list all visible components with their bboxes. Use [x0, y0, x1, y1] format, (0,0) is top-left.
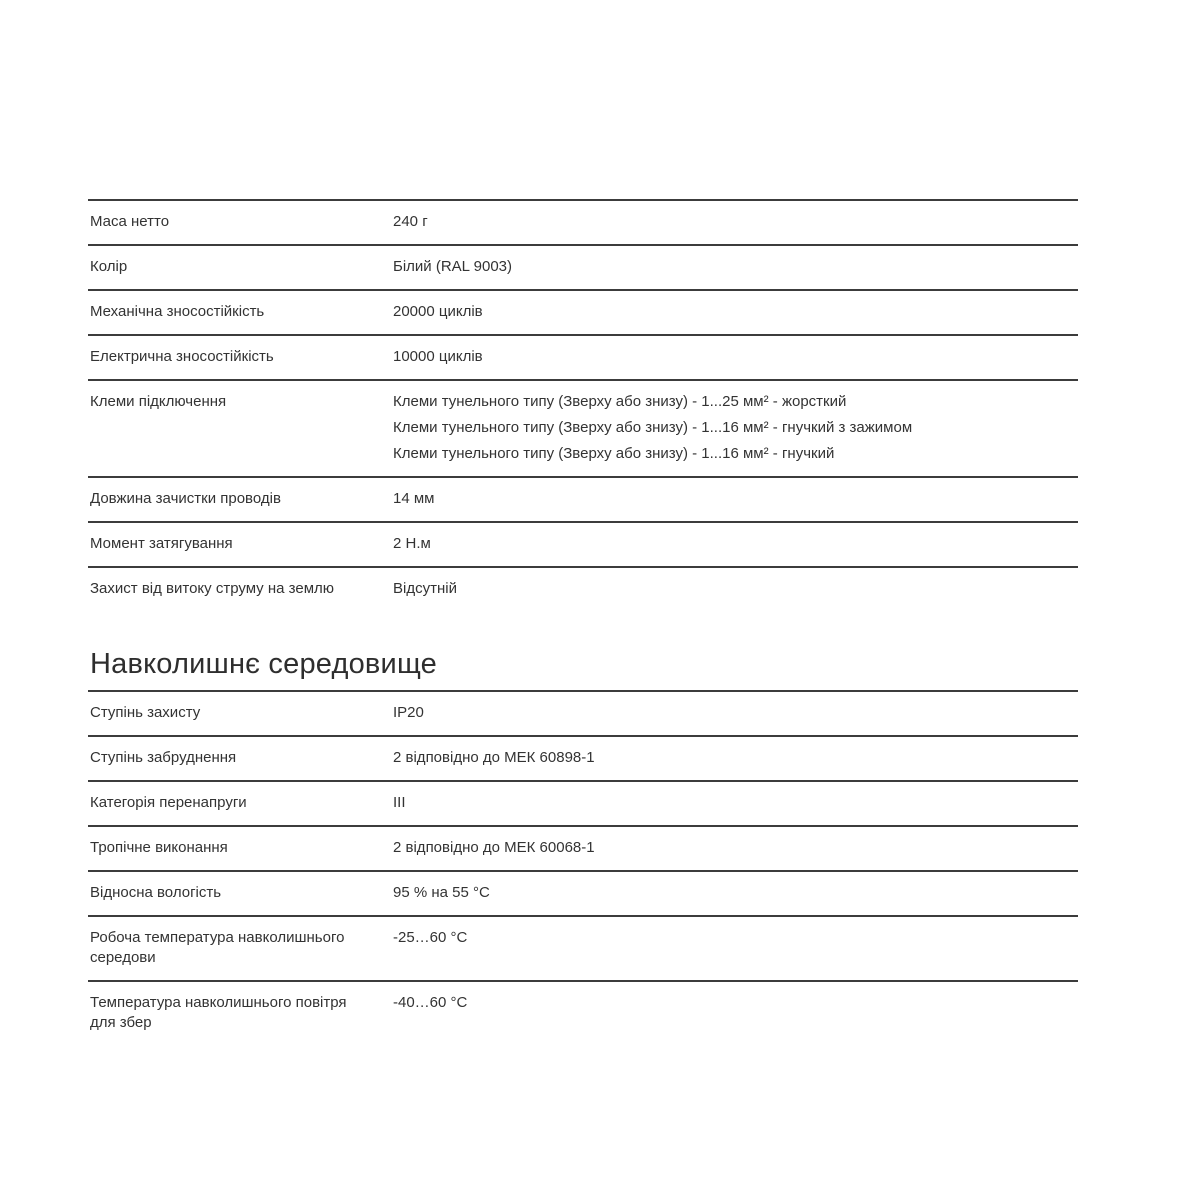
environment-section-heading: Навколишнє середовище	[90, 648, 438, 680]
spec-label: Категорія перенапруги	[90, 794, 247, 811]
spec-value-line: -25…60 °C	[393, 929, 468, 946]
spec-table-row	[88, 379, 1078, 476]
spec-value-line: 2 Н.м	[393, 535, 431, 552]
spec-value-cell	[393, 993, 1078, 1013]
spec-value-line: 95 % на 55 °C	[393, 884, 490, 901]
spec-label: Маса нетто	[90, 213, 170, 230]
spec-table-row	[88, 476, 1078, 521]
spec-value-line: 2 відповідно до МЕК 60898-1	[393, 749, 595, 766]
spec-value-cell	[393, 257, 1078, 277]
spec-table-row	[88, 199, 1078, 244]
spec-value-line: Білий (RAL 9003)	[393, 258, 513, 275]
spec-label: Клеми підключення	[90, 393, 227, 410]
spec-label: Захист від витоку струму на землю	[90, 580, 335, 597]
spec-label: Ступінь забруднення	[90, 749, 237, 766]
spec-table-row	[88, 690, 1078, 735]
spec-value-cell	[393, 347, 1078, 367]
spec-table-row	[88, 566, 1078, 611]
spec-table-row	[88, 980, 1078, 1045]
spec-table-row	[88, 825, 1078, 870]
spec-table-row	[88, 870, 1078, 915]
spec-table-row	[88, 735, 1078, 780]
spec-table-row	[88, 915, 1078, 980]
spec-value-cell	[393, 883, 1078, 903]
spec-label: Механічна зносостійкість	[90, 303, 265, 320]
general-spec-table	[88, 199, 1078, 611]
spec-value-cell	[393, 534, 1078, 554]
spec-value-line: Клеми тунельного типу (Зверху або знизу) - 1...16 мм² - гнучкий з зажимом	[393, 419, 913, 436]
spec-table-row	[88, 289, 1078, 334]
spec-label: Колір	[90, 258, 128, 275]
spec-value-line: 240 г	[393, 213, 428, 230]
spec-value-cell	[393, 392, 1078, 464]
spec-value-line: 10000 циклів	[393, 348, 483, 365]
spec-value-cell	[393, 489, 1078, 509]
spec-value-cell	[393, 302, 1078, 322]
spec-label: Довжина зачистки проводів	[90, 490, 281, 507]
spec-label: Ступінь захисту	[90, 704, 201, 721]
spec-label: Електрична зносостійкість	[90, 348, 274, 365]
spec-value-cell	[393, 838, 1078, 858]
spec-value-line: Відсутній	[393, 580, 457, 597]
spec-value-cell	[393, 748, 1078, 768]
spec-table-row	[88, 334, 1078, 379]
spec-value-cell	[393, 793, 1078, 813]
spec-label: Температура навколишнього повітря для збер	[90, 994, 347, 1031]
spec-value-line: Клеми тунельного типу (Зверху або знизу) - 1...16 мм² - гнучкий	[393, 445, 835, 462]
spec-value-cell	[393, 212, 1078, 232]
spec-value-line: IP20	[393, 704, 424, 721]
spec-label: Робоча температура навколишнього середови	[90, 929, 345, 966]
spec-label: Відносна вологість	[90, 884, 222, 901]
spec-value-line: Клеми тунельного типу (Зверху або знизу) - 1...25 мм² - жорсткий	[393, 393, 847, 410]
spec-value-line: -40…60 °C	[393, 994, 468, 1011]
spec-value-line: 20000 циклів	[393, 303, 483, 320]
spec-table-row	[88, 780, 1078, 825]
spec-value-cell	[393, 703, 1078, 723]
spec-label: Тропічне виконання	[90, 839, 228, 856]
spec-label: Момент затягування	[90, 535, 233, 552]
spec-page	[88, 199, 1078, 1045]
spec-table-row	[88, 244, 1078, 289]
environment-spec-table	[88, 690, 1078, 1045]
spec-value-cell	[393, 928, 1078, 948]
spec-table-row	[88, 521, 1078, 566]
spec-value-line: 2 відповідно до МЕК 60068-1	[393, 839, 595, 856]
spec-value-cell	[393, 579, 1078, 599]
spec-value-line: 14 мм	[393, 490, 435, 507]
spec-value-line: III	[393, 794, 406, 811]
